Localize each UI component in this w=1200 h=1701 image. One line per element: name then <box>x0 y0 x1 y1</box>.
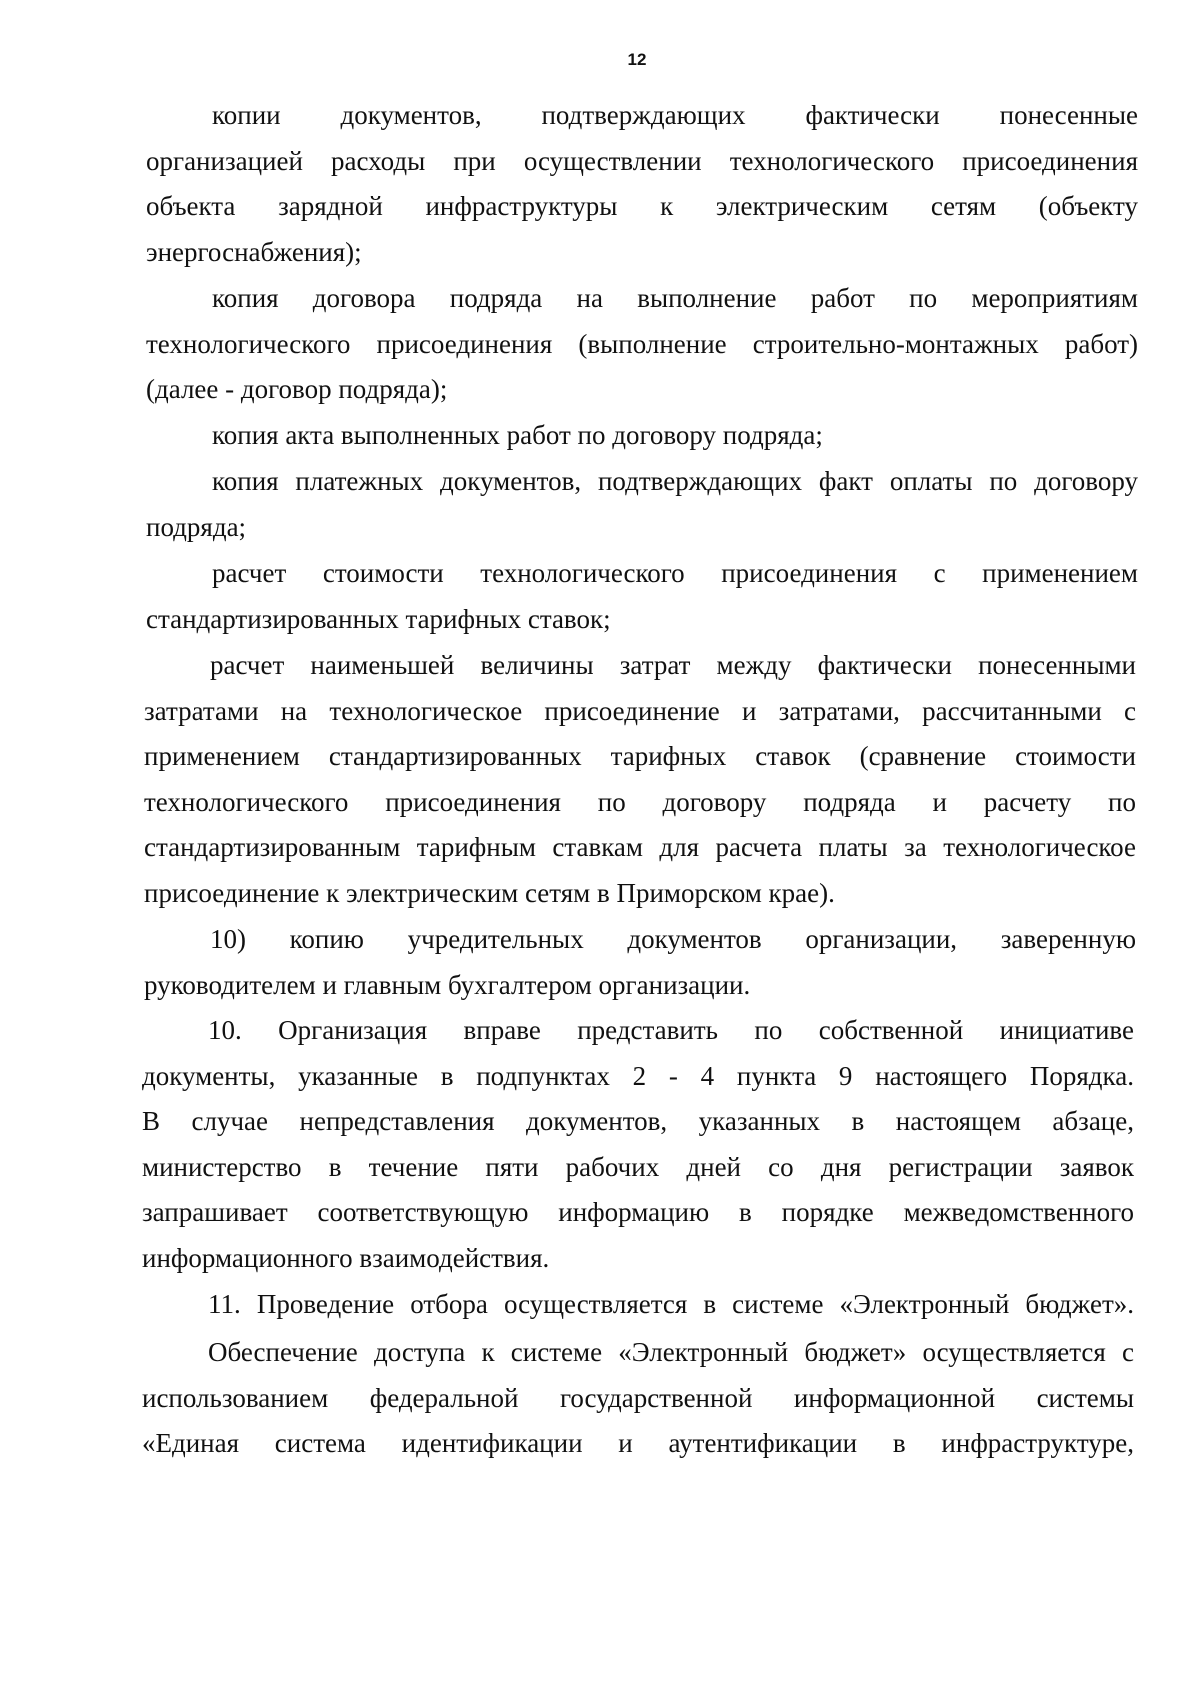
paragraph-6 <box>144 643 1136 916</box>
text-line: присоединение к электрическим сетям в Приморском крае). <box>144 877 835 908</box>
text-line: 10) копию учредительных документов организации, заверенную <box>210 924 1136 954</box>
text-line: использованием федеральной государственной информационной системы <box>142 1382 1134 1413</box>
text-line: технологического присоединения (выполнение строительно-монтажных работ) <box>146 328 1138 359</box>
paragraph-9 <box>142 1282 1134 1328</box>
text-line: копия платежных документов, подтверждающих факт оплаты по договору <box>212 466 1138 496</box>
text-line: применением стандартизированных тарифных ставок (сравнение стоимости <box>144 741 1136 771</box>
text-line: информационного взаимодействия. <box>142 1242 550 1273</box>
text-line: стандартизированных тарифных ставок; <box>146 603 611 634</box>
text-line: копия договора подряда на выполнение работ по мероприятиям <box>212 283 1138 313</box>
text-line: (далее - договор подряда); <box>146 374 448 404</box>
page-number: 12 <box>627 50 647 69</box>
text-line: копии документов, подтверждающих фактически понесенные <box>212 100 1138 130</box>
text-line: расчет наименьшей величины затрат между фактически понесенными <box>210 650 1136 680</box>
text-line: объекта зарядной инфраструктуры к электрическим сетям (объекту <box>146 191 1138 221</box>
text-line: 11. Проведение отбора осуществляется в системе «Электронный бюджет». <box>208 1289 1134 1319</box>
text-line: копия акта выполненных работ по договору подряда; <box>212 420 823 450</box>
text-line: организацией расходы при осуществлении технологического присоединения <box>146 145 1138 176</box>
text-line: технологического присоединения по договору подряда и расчету по <box>144 786 1136 817</box>
text-line: документы, указанные в подпунктах 2 - 4 пункта 9 настоящего Порядка. <box>142 1060 1134 1091</box>
paragraph-4 <box>146 459 1138 550</box>
text-line: министерство в течение пяти рабочих дней со дня регистрации заявок <box>142 1151 1134 1182</box>
paragraph-5 <box>146 551 1138 642</box>
paragraph-10 <box>142 1330 1134 1467</box>
text-line: подряда; <box>146 511 247 542</box>
text-line: затратами на технологическое присоединение и затратами, рассчитанными с <box>144 695 1136 726</box>
paragraph-3 <box>146 413 1138 459</box>
paragraph-8 <box>142 1008 1134 1281</box>
text-line: руководителем и главным бухгалтером организации. <box>144 969 751 1000</box>
text-line: В случае непредставления документов, указанных в настоящем абзаце, <box>142 1106 1134 1136</box>
text-line: Обеспечение доступа к системе «Электронный бюджет» осуществляется с <box>208 1337 1134 1367</box>
text-line: энергоснабжения); <box>146 236 362 267</box>
text-line: 10. Организация вправе представить по собственной инициативе <box>208 1015 1134 1045</box>
paragraph-2 <box>146 276 1138 413</box>
paragraph-7 <box>144 917 1136 1008</box>
text-line: запрашивает соответствующую информацию в порядке межведомственного <box>142 1197 1134 1227</box>
paragraph-1 <box>146 93 1138 275</box>
text-line: «Единая система идентификации и аутентификации в инфраструктуре, <box>142 1428 1134 1458</box>
text-line: расчет стоимости технологического присоединения с применением <box>212 558 1138 588</box>
text-line: стандартизированным тарифным ставкам для расчета платы за технологическое <box>144 832 1136 862</box>
